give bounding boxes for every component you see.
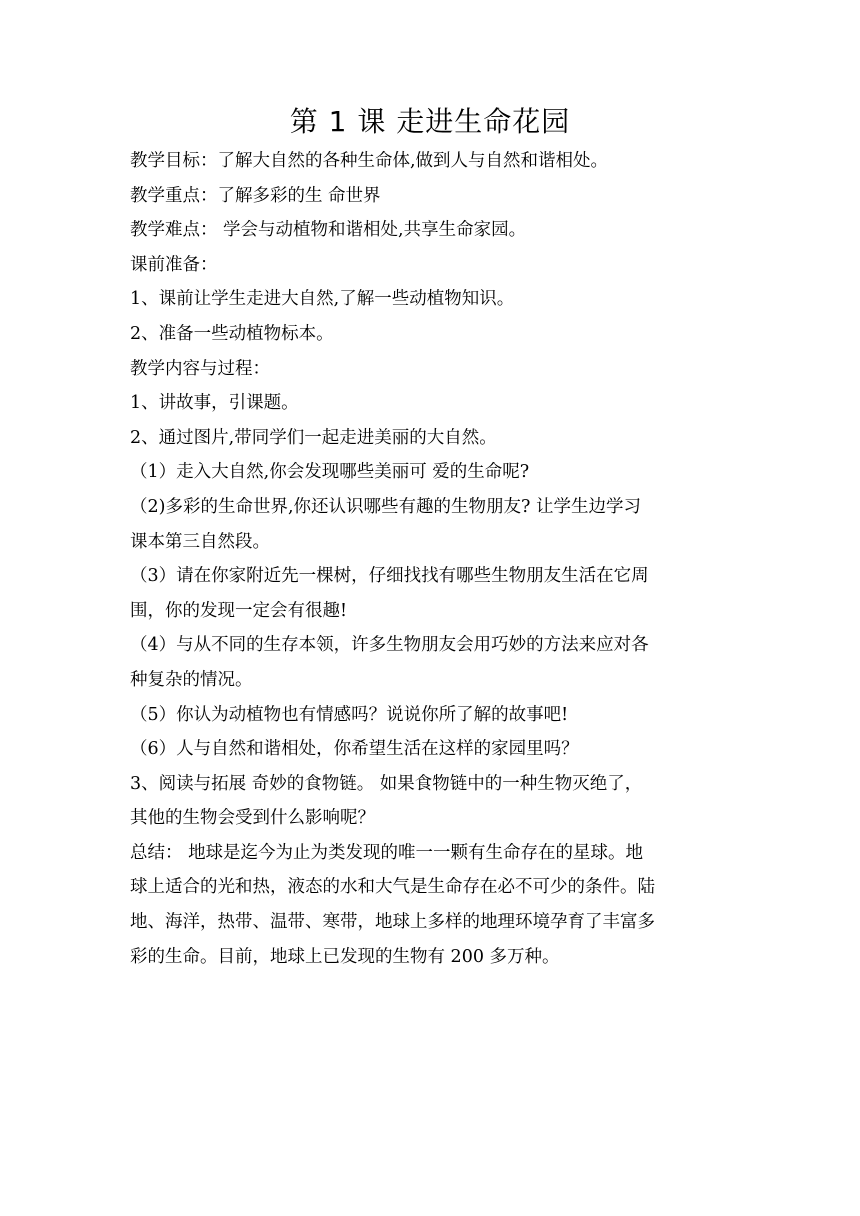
preparation-item-2: 2、准备一些动植物标本。: [130, 323, 334, 344]
teaching-goal-line: 教学目标：了解大自然的各种生命体,做到人与自然和谐相处。: [130, 151, 609, 171]
teaching-focus-line: 教学重点：了解多彩的生 命世界: [130, 185, 381, 206]
summary-line-4: 彩的生命。目前，地球上已发现的生物有 200 多万种。: [130, 946, 560, 967]
process-step-3-line-2: 其他的生物会受到什么影响呢？: [130, 808, 375, 829]
question-5: （5）你认为动植物也有情感吗？说说你所了解的故事吧!: [130, 704, 569, 725]
process-heading: 教学内容与过程：: [130, 358, 270, 379]
summary-line-3: 地、海洋，热带、温带、寒带，地球上多样的地理环境孕育了丰富多: [130, 912, 655, 933]
question-4-line-1: （4）与从不同的生存本领，许多生物朋友会用巧妙的方法来应对各: [130, 635, 649, 656]
summary-line-1: 总结： 地球是迄今为止为类发现的唯一一颗有生命存在的星球。地: [130, 842, 644, 863]
question-4-line-2: 种复杂的情况。: [130, 669, 253, 690]
question-2-line-1: （2)多彩的生命世界,你还认识哪些有趣的生物朋友? 让学生边学习: [130, 496, 641, 517]
summary-line-2: 球上适合的光和热，液态的水和大气是生命存在必不可少的条件。陆: [130, 877, 655, 898]
question-2-line-2: 课本第三自然段。: [130, 531, 270, 552]
process-step-3-line-1: 3、阅读与拓展 奇妙的食物链。 如果食物链中的一种生物灭绝了，: [130, 773, 643, 794]
question-6: （6）人与自然和谐相处，你希望生活在这样的家园里吗？: [130, 739, 579, 760]
question-3-line-2: 围，你的发现一定会有很趣!: [130, 600, 348, 621]
process-step-1: 1、讲故事，引课题。: [130, 393, 299, 414]
preparation-item-1: 1、课前让学生走进大自然,了解一些动植物知识。: [130, 289, 515, 310]
process-step-2: 2、通过图片,带同学们一起走进美丽的大自然。: [130, 427, 497, 448]
question-1: （1）走入大自然,你会发现哪些美丽可 爱的生命呢?: [130, 462, 530, 483]
teaching-difficulty-line: 教学难点： 学会与动植物和谐相处,共享生命家园。: [130, 220, 527, 241]
document-body: [130, 144, 730, 974]
page-title: 第 1 课 走进生命花园: [289, 105, 571, 138]
question-3-line-1: （3）请在你家附近先一棵树，仔细找找有哪些生物朋友生活在它周: [130, 566, 649, 587]
preparation-heading: 课前准备：: [130, 254, 218, 275]
